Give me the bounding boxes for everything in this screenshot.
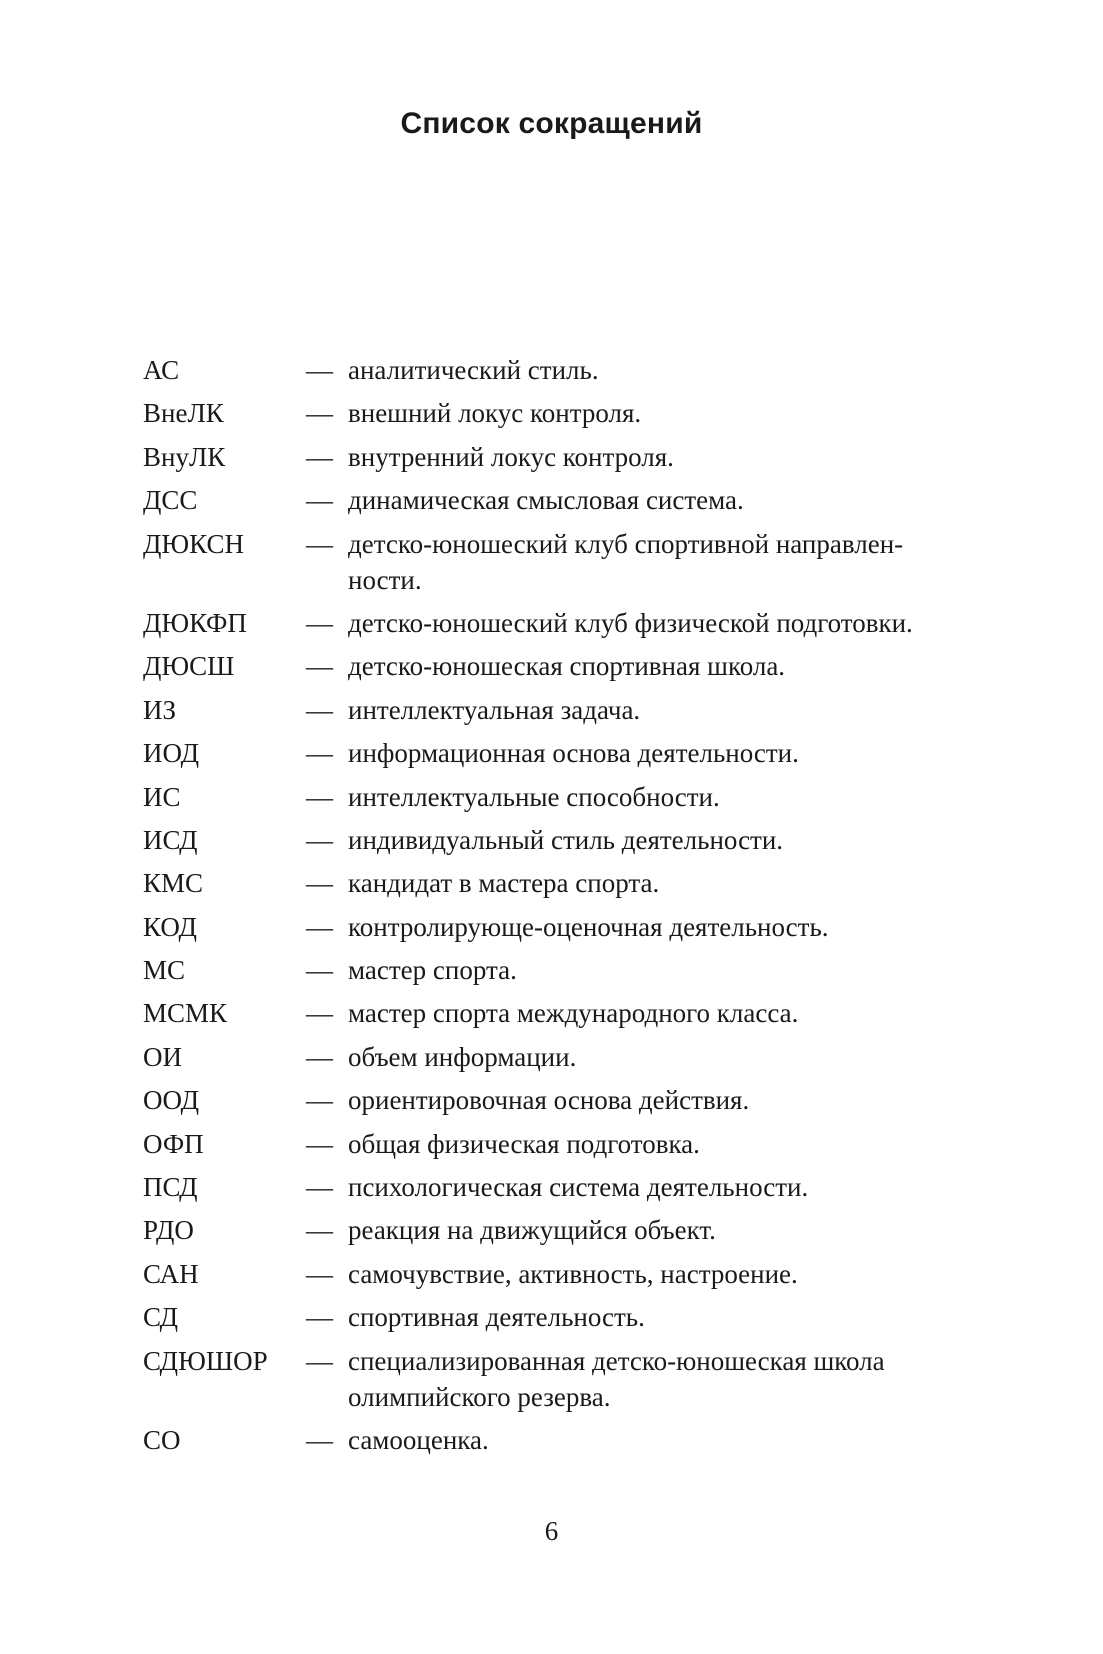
- abbreviation-definition: детско-юношеская спортивная школа.: [348, 651, 786, 682]
- abbreviation-entry: [143, 482, 1003, 518]
- em-dash-separator: —: [306, 441, 333, 472]
- abbreviation-definition: детско-юношеский клуб спортивной направлен- ности.: [348, 528, 904, 595]
- em-dash-separator: —: [306, 1172, 333, 1203]
- abbreviation-entry: [143, 779, 1003, 815]
- em-dash-separator: —: [306, 398, 333, 429]
- page-title: Список сокращений: [400, 107, 703, 140]
- abbreviation-entry: [143, 1126, 1003, 1162]
- abbreviation-term: ДЮСШ: [143, 651, 235, 682]
- abbreviation-definition: ориентировочная основа действия.: [348, 1085, 750, 1116]
- abbreviation-definition: самочувствие, активность, настроение.: [348, 1258, 798, 1289]
- em-dash-separator: —: [306, 955, 333, 986]
- abbreviation-entry: [143, 1212, 1003, 1248]
- abbreviation-entry: [143, 648, 1003, 684]
- abbreviation-definition: внутренний локус контроля.: [348, 441, 674, 472]
- abbreviation-definition: реакция на движущийся объект.: [348, 1215, 716, 1246]
- em-dash-separator: —: [306, 1424, 333, 1455]
- abbreviation-term: ДСС: [143, 485, 198, 516]
- page-number: 6: [544, 1516, 559, 1546]
- abbreviation-entry: [143, 1422, 1003, 1458]
- abbreviation-entry: [143, 1256, 1003, 1292]
- abbreviation-definition: динамическая смысловая система.: [348, 485, 744, 516]
- em-dash-separator: —: [306, 607, 333, 638]
- abbreviation-definition: интеллектуальные способности.: [348, 781, 720, 812]
- abbreviation-entry: [143, 735, 1003, 771]
- abbreviation-term: ИС: [143, 781, 181, 812]
- abbreviation-term: ВнеЛК: [143, 398, 224, 429]
- abbreviation-entry: [143, 1299, 1003, 1335]
- em-dash-separator: —: [306, 1302, 333, 1333]
- abbreviation-definition: индивидуальный стиль деятельности.: [348, 824, 784, 855]
- abbreviation-term: РДО: [143, 1215, 194, 1246]
- abbreviation-term: АС: [143, 355, 180, 385]
- abbreviation-entry: [143, 439, 1003, 475]
- em-dash-separator: —: [306, 1041, 333, 1072]
- em-dash-separator: —: [306, 1215, 333, 1246]
- em-dash-separator: —: [306, 694, 333, 725]
- abbreviation-definition: мастер спорта международного класса.: [348, 998, 799, 1029]
- em-dash-separator: —: [306, 528, 333, 559]
- abbreviation-term: СО: [143, 1424, 181, 1455]
- abbreviation-term: МСМК: [143, 998, 228, 1029]
- abbreviation-definition: специализированная детско-юношеская школа олимпийского резерва.: [348, 1345, 885, 1412]
- em-dash-separator: —: [306, 1258, 333, 1289]
- abbreviation-definition: контролирующе-оценочная деятельность.: [348, 911, 829, 942]
- em-dash-separator: —: [306, 355, 333, 385]
- abbreviation-definition: общая физическая подготовка.: [348, 1128, 700, 1159]
- abbreviation-list: [143, 352, 1003, 1465]
- abbreviation-entry: [143, 526, 1003, 598]
- abbreviation-term: КМС: [143, 868, 204, 899]
- abbreviation-entry: [143, 1039, 1003, 1075]
- abbreviation-entry: [143, 1169, 1003, 1205]
- abbreviation-entry: [143, 1082, 1003, 1118]
- abbreviation-entry: [143, 1343, 1003, 1415]
- abbreviation-term: МС: [143, 955, 186, 986]
- em-dash-separator: —: [306, 998, 333, 1029]
- abbreviation-term: ОИ: [143, 1041, 182, 1072]
- abbreviation-entry: [143, 865, 1003, 901]
- abbreviation-definition: кандидат в мастера спорта.: [348, 868, 660, 899]
- abbreviation-term: ОФП: [143, 1128, 204, 1159]
- abbreviation-term: ИЗ: [143, 694, 177, 725]
- abbreviation-definition: интеллектуальная задача.: [348, 694, 641, 725]
- em-dash-separator: —: [306, 824, 333, 855]
- abbreviation-definition: мастер спорта.: [348, 955, 517, 986]
- abbreviation-definition: психологическая система деятельности.: [348, 1172, 809, 1203]
- abbreviation-entry: [143, 952, 1003, 988]
- abbreviation-term: СДЮШОР: [143, 1345, 268, 1376]
- abbreviation-term: КОД: [143, 911, 197, 942]
- abbreviation-definition: спортивная деятельность.: [348, 1302, 645, 1333]
- em-dash-separator: —: [306, 868, 333, 899]
- abbreviation-term: ИОД: [143, 738, 200, 769]
- abbreviation-term: ИСД: [143, 824, 198, 855]
- abbreviation-term: ДЮКСН: [143, 528, 245, 559]
- abbreviation-entry: [143, 822, 1003, 858]
- abbreviation-definition: детско-юношеский клуб физической подготовки.: [348, 607, 913, 638]
- abbreviation-term: ДЮКФП: [143, 607, 247, 638]
- em-dash-separator: —: [306, 485, 333, 516]
- em-dash-separator: —: [306, 738, 333, 769]
- em-dash-separator: —: [306, 911, 333, 942]
- abbreviation-entry: [143, 692, 1003, 728]
- abbreviation-entry: [143, 995, 1003, 1031]
- abbreviation-entry: [143, 605, 1003, 641]
- abbreviation-term: ВнуЛК: [143, 441, 226, 472]
- abbreviation-entry: [143, 909, 1003, 945]
- abbreviation-definition: информационная основа деятельности.: [348, 738, 799, 769]
- em-dash-separator: —: [306, 651, 333, 682]
- abbreviation-definition: аналитический стиль.: [348, 355, 599, 385]
- abbreviation-term: ООД: [143, 1085, 200, 1116]
- abbreviation-entry: [143, 352, 1003, 388]
- em-dash-separator: —: [306, 1128, 333, 1159]
- abbreviation-definition: самооценка.: [348, 1424, 489, 1455]
- abbreviation-term: СД: [143, 1302, 179, 1333]
- em-dash-separator: —: [306, 781, 333, 812]
- em-dash-separator: —: [306, 1085, 333, 1116]
- abbreviation-term: САН: [143, 1258, 199, 1289]
- abbreviation-definition: внешний локус контроля.: [348, 398, 642, 429]
- abbreviation-definition: объем информации.: [348, 1041, 577, 1072]
- abbreviation-entry: [143, 395, 1003, 431]
- em-dash-separator: —: [306, 1345, 333, 1376]
- abbreviation-term: ПСД: [143, 1172, 198, 1203]
